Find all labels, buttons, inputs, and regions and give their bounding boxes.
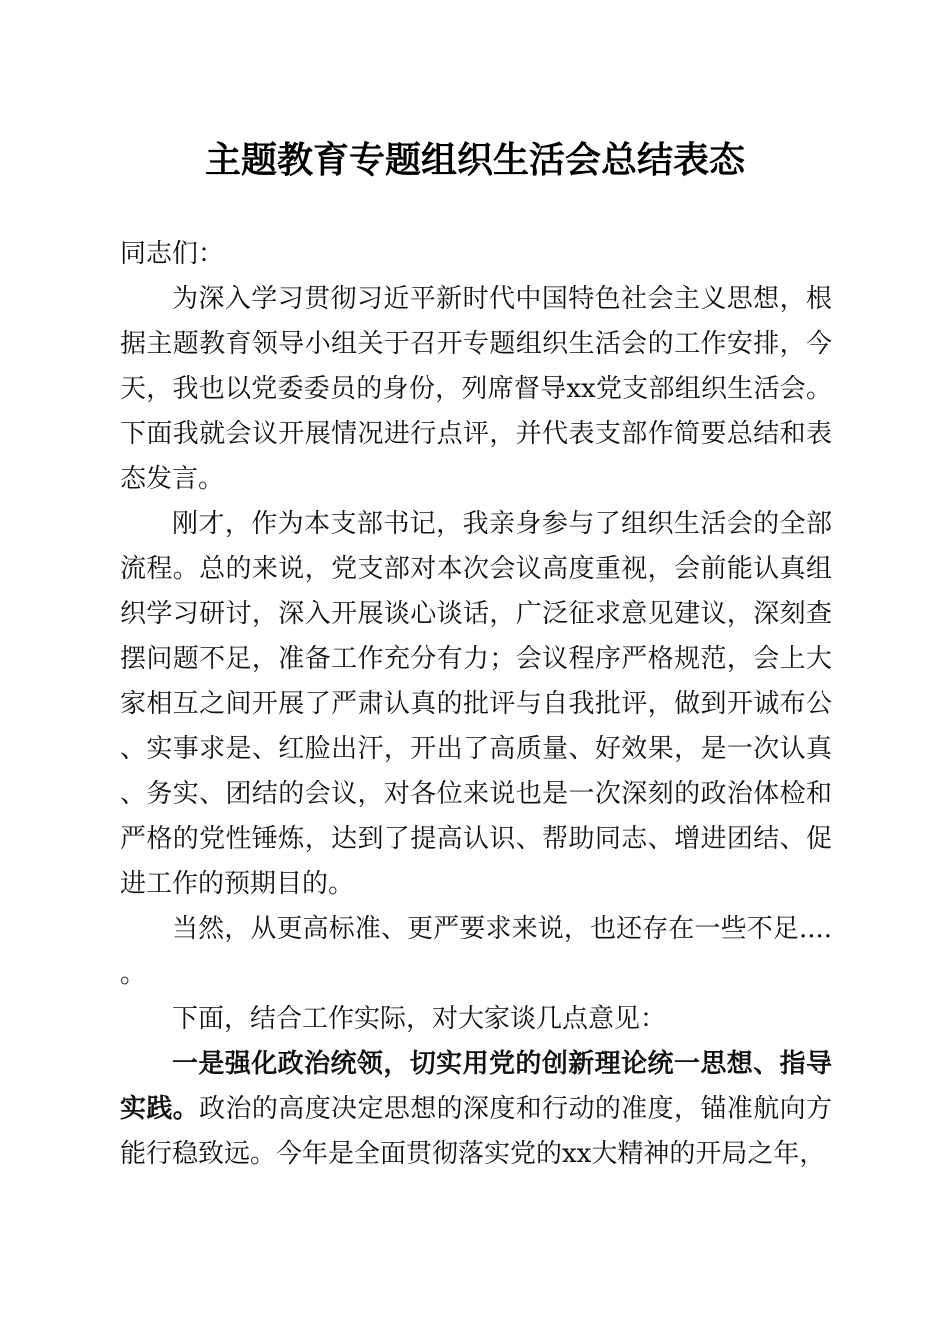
point-one-text: 政治的高度决定思想的深度和行动的准度，锚准航向方能行稳致远。今年是全面贯彻落实党的xx大精神的开局之年， [120,1094,832,1169]
point-one-lead: 一是强化政治统领，切实用党的创新理论统一思想、指导实践。 [120,1049,832,1124]
paragraph-review: 刚才，作为本支部书记，我亲身参与了组织生活会的全部流程。总的来说，党支部对本次会议高度重视，会前能认真组织学习研讨，深入开展谈心谈话，广泛征求意见建议，深刻查摆问题不足，准备工作充分有力；会议程序严格规范，会上大家相互之间开展了严肃认真的批评与自我批评，做到开诚布公、实事求是、红脸出汗，开出了高质量、好效果，是一次认真、务实、团结的会议，对各位来说也是一次深刻的政治体检和严格的党性锤炼，达到了提高认识、帮助同志、增进团结、促进工作的预期目的。 [120,509,832,899]
paragraph-shortcomings: 当然，从更高标准、更严要求来说，也还存在一些不足....。 [120,914,832,989]
salutation: 同志们： [120,239,225,269]
paragraph-intro: 为深入学习贯彻习近平新时代中国特色社会主义思想，根据主题教育领导小组关于召开专题组织生活会的工作安排，今天，我也以党委委员的身份，列席督导xx党支部组织生活会。下面我就会议开展情况进行点评，并代表支部作简要总结和表态发言。 [120,284,832,494]
document-title: 主题教育专题组织生活会总结表态 [204,139,745,181]
paragraph-point-one [120,1042,832,1177]
document-body [120,232,832,1177]
paragraph-transition: 下面，结合工作实际，对大家谈几点意见： [172,1004,667,1034]
